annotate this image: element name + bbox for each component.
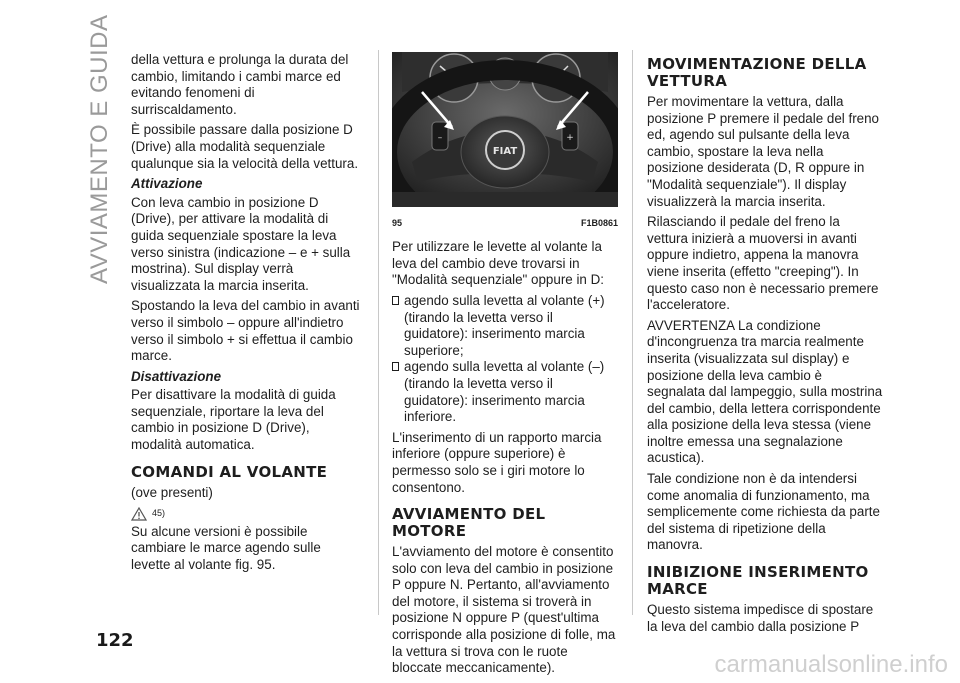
bullet-text: agendo sulla levetta al volante (–) (tirando la levetta verso il guidatore): inserimento marcia inferiore. <box>404 359 605 425</box>
paragraph: (ove presenti) <box>131 484 213 500</box>
figure-code: F1B0861 <box>580 217 618 228</box>
subheading-disattivazione: Disattivazione <box>131 368 222 384</box>
heading-avviamento-del-motore: AVVIAMENTO DEL MOTORE <box>392 505 546 541</box>
bullet-text: agendo sulla levetta al volante (+) (tirando la levetta verso il guidatore): inserimento marcia superiore; <box>404 292 605 358</box>
figure-caption <box>392 215 618 232</box>
paragraph: Questo sistema impedisce di spostare la leva del cambio dalla posizione P <box>647 602 874 634</box>
column-divider <box>632 50 633 615</box>
heading-inibizione-inserimento-marce: INIBIZIONE INSERIMENTO MARCE <box>647 563 869 599</box>
warning-reference <box>131 505 363 522</box>
steering-wheel-image <box>392 52 618 207</box>
bullet-item <box>392 293 618 359</box>
paragraph: della vettura e prolunga la durata del cambio, limitando i cambi marce ed evitando fenomeni di surriscaldamento. <box>131 52 349 117</box>
fiat-logo-text: FIAT <box>492 146 518 157</box>
heading-movimentazione-della-vettura: MOVIMENTAZIONE DELLA VETTURA <box>647 55 867 90</box>
svg-text:+: + <box>566 133 574 143</box>
page-number: 122 <box>96 630 134 651</box>
paragraph: Spostando la leva del cambio in avanti verso il simbolo – oppure all'indietro verso il simbolo + si effettua il cambio marce. <box>131 298 360 364</box>
paragraph: Per disattivare la modalità di guida sequenziale, riportare la leva del cambio in posizione D (Drive), modalità automatica. <box>131 387 336 453</box>
column-1 <box>131 52 363 578</box>
figure-95 <box>392 52 618 231</box>
bullet-square-icon <box>392 296 399 305</box>
figure-number: 95 <box>392 217 403 228</box>
warning-ref-number: 45) <box>152 508 166 519</box>
column-divider <box>378 50 379 615</box>
watermark: carmanualsonline.info <box>714 651 948 678</box>
section-title: AVVIAMENTO E GUIDA <box>86 14 113 284</box>
bullet-square-icon <box>392 362 399 371</box>
paragraph: Tale condizione non è da intendersi come anomalia di funzionamento, ma semplicemente come richiesta da parte del sistema di ripetizione della manovra. <box>647 471 880 553</box>
paragraph: Con leva cambio in posizione D (Drive), per attivare la modalità di guida sequenziale spostare la leva verso sinistra (indicazione – e + sulla mostrina). Sul display verrà visualizzata la marcia inserita. <box>131 194 351 293</box>
bullet-item <box>392 359 618 425</box>
paragraph: L'avviamento del motore è consentito solo con leva del cambio in posizione P oppure N. Pertanto, all'avviamento del motore, il sistema si troverà in posizione N oppure P (quest'ultima corrisponde alla posizione di folle, ma la vettura si trova con le ruote bloccate meccanicamente). <box>392 544 616 676</box>
paragraph: Per movimentare la vettura, dalla posizione P premere il pedale del freno ed, agendo sul pulsante della leva cambio, spostare la leva nella posizione desiderata (D, R oppure in "Modalità sequenziale"). Il display visualizzerà la marcia inserita. <box>647 94 880 209</box>
column-2 <box>392 52 618 681</box>
paragraph: Rilasciando il pedale del freno la vettura inizierà a muoversi in avanti oppure indietro, appena la manovra viene inserita (effetto "creeping"). In questo caso non è necessario premere l'acceleratore. <box>647 214 879 313</box>
paragraph: Per utilizzare le levette al volante la leva del cambio deve trovarsi in "Modalità sequenziale" oppure in D: <box>392 239 604 288</box>
heading-comandi-al-volante: COMANDI AL VOLANTE <box>131 462 328 481</box>
paragraph: Su alcune versioni è possibile cambiare le marce agendo sulle levette al volante fig. 95. <box>131 523 321 573</box>
paragraph: AVVERTENZA La condizione d'incongruenza tra marcia realmente inserita (visualizzata sul display) e posizione della leva cambio è segnalata dal lampeggio, sulla mostrina del cambio, della lettera corrispondente alla posizione della leva stessa (viene inoltre emessa una segnalazione acustica). <box>647 317 883 466</box>
warning-triangle-icon <box>131 507 147 521</box>
paragraph: L'inserimento di un rapporto marcia inferiore (oppure superiore) è permesso solo se i giri motore lo consentono. <box>392 429 602 495</box>
column-3 <box>647 52 883 639</box>
svg-text:–: – <box>437 133 443 143</box>
subheading-attivazione: Attivazione <box>131 176 203 192</box>
paragraph: È possibile passare dalla posizione D (Drive) alla modalità sequenziale qualunque sia la velocità della vettura. <box>131 122 359 171</box>
